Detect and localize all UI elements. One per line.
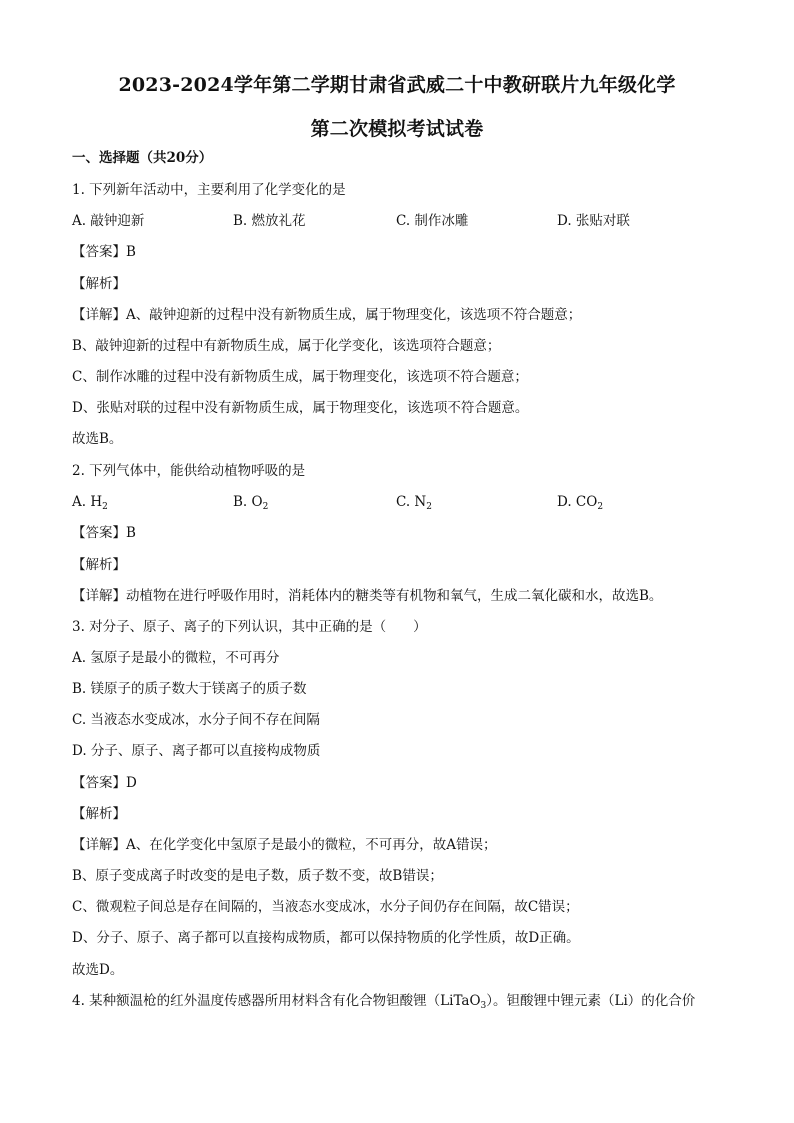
q2-option-a: A. $H_2$: [72, 494, 108, 512]
q3-option-c: C. 当液态水变成冰，水分子间不存在间隔: [72, 712, 320, 728]
q1-detail-line: B、敲钟迎新的过程中有新物质生成，属于化学变化，该选项符合题意；: [72, 338, 501, 354]
q3-detail-line: C、微观粒子间总是存在间隔的，当液态水变成冰，水分子间仍存在间隔，故C错误；: [72, 899, 579, 915]
q1-detail-line: D、张贴对联的过程中没有新物质生成，属于物理变化，该选项不符合题意。: [72, 400, 529, 416]
q1-option-a: A. 敲钟迎新: [72, 213, 145, 229]
q2-detail-line: 【详解】动植物在进行呼吸作用时，消耗体内的糖类等有机物和氧气，生成二氧化碳和水，故选B。: [72, 588, 663, 604]
q1-option-c: C. 制作冰雕: [396, 213, 469, 229]
question-4-stem: 4. 某种额温枪的红外温度传感器所用材料含有化合物钽酸锂（LiTaO$_3$）。钽酸锂中锂元素（Li）的化合价: [72, 993, 696, 1011]
q1-option-d: D. 张贴对联: [557, 213, 630, 229]
q3-detail-line: 【详解】A、在化学变化中氢原子是最小的微粒，不可再分，故A错误；: [72, 837, 497, 853]
q3-detail-line: D、分子、原子、离子都可以直接构成物质，都可以保持物质的化学性质，故D正确。: [72, 930, 580, 946]
q1-detail-line: C、制作冰雕的过程中没有新物质生成，属于物理变化，该选项不符合题意；: [72, 369, 528, 385]
question-2-stem: 2. 下列气体中，能供给动植物呼吸的是: [72, 463, 306, 479]
q1-detail-line: 【详解】A、敲钟迎新的过程中没有新物质生成，属于物理变化，该选项不符合题意；: [72, 307, 582, 323]
q2-analysis-label: 【解析】: [72, 557, 126, 573]
q3-conclusion: 故选D。: [72, 962, 124, 978]
q2-option-b: B. $O_2$: [233, 494, 269, 512]
q1-answer: 【答案】B: [72, 244, 136, 260]
q3-option-a: A. 氢原子是最小的微粒，不可再分: [72, 650, 280, 666]
q1-conclusion: 故选B。: [72, 431, 123, 447]
question-3-stem: 3. 对分子、原子、离子的下列认识，其中正确的是（ ）: [72, 619, 427, 635]
q2-option-c: C. $N_2$: [396, 494, 432, 512]
q3-analysis-label: 【解析】: [72, 806, 126, 822]
q2-option-d: D. $CO_2$: [557, 494, 604, 512]
q2-answer: 【答案】B: [72, 525, 136, 541]
document-subtitle: 第二次模拟考试试卷: [310, 118, 484, 140]
q3-option-b: B. 镁原子的质子数大于镁离子的质子数: [72, 681, 307, 697]
q3-answer: 【答案】D: [72, 775, 137, 791]
q3-option-d: D. 分子、原子、离子都可以直接构成物质: [72, 743, 321, 759]
question-1-stem: 1. 下列新年活动中，主要利用了化学变化的是: [72, 182, 346, 198]
q1-analysis-label: 【解析】: [72, 276, 126, 292]
q3-detail-line: B、原子变成离子时改变的是电子数，质子数不变，故B错误；: [72, 868, 443, 884]
q1-option-b: B. 燃放礼花: [233, 213, 306, 229]
section-heading: 一、选择题（共20分）: [72, 150, 213, 166]
document-title: 2023-2024学年第二学期甘肃省武威二十中教研联片九年级化学: [118, 74, 676, 96]
